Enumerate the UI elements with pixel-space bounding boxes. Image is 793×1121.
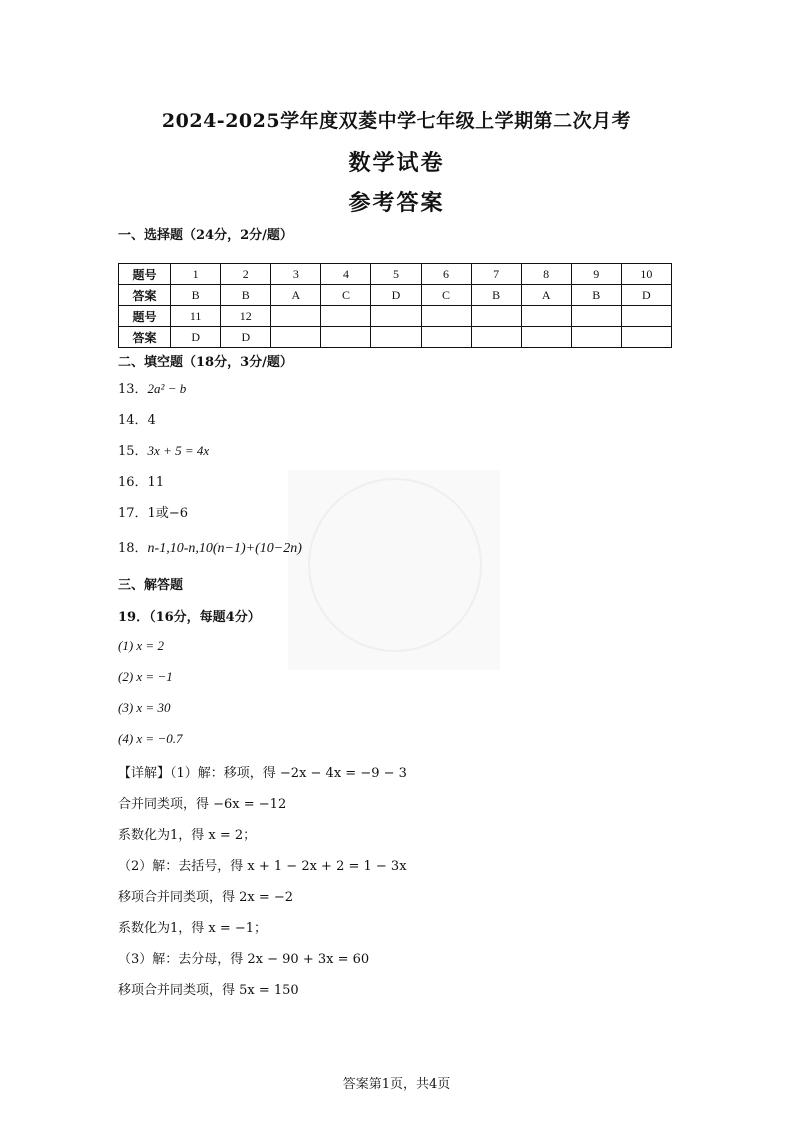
table-cell: D [221, 327, 271, 348]
answer-19-2: (2) x = −1 [118, 669, 173, 684]
answer-expression: n-1,10-n,10(n−1)+(10−2n) [147, 541, 302, 556]
row-label: 答案 [119, 327, 171, 348]
item-number: 13． [118, 382, 148, 397]
answer-19-1: (1) x = 2 [118, 638, 164, 653]
item-number: 15． [118, 444, 148, 459]
table-cell [471, 306, 521, 327]
answer-expression: 3x + 5 = 4x [147, 443, 210, 458]
page-footer: 答案第1页，共4页 [342, 1077, 451, 1092]
section2-heading: 二、填空题（18分，3分/题） [118, 355, 293, 370]
table-row [119, 285, 672, 306]
table-cell: B [571, 285, 621, 306]
subject-title: 数学试卷 [348, 150, 445, 176]
table-cell [371, 306, 421, 327]
table-cell: B [471, 285, 521, 306]
table-cell: 10 [621, 264, 671, 285]
item-number: 18． [118, 541, 148, 556]
detail-line: 移项合并同类项，得 2x = −2 [118, 890, 294, 905]
table-cell: 9 [571, 264, 621, 285]
answer-13 [118, 378, 186, 397]
detail-line: 移项合并同类项，得 5x = 150 [118, 983, 299, 998]
table-cell [321, 327, 371, 348]
answer-table [118, 263, 672, 348]
detail-line: 系数化为1，得 x = 2； [118, 828, 257, 843]
table-cell: B [171, 285, 221, 306]
detail-line: （3）解：去分母，得 2x − 90 + 3x = 60 [118, 952, 370, 967]
table-cell [571, 327, 621, 348]
table-cell [621, 327, 671, 348]
table-cell: A [521, 285, 571, 306]
section3-heading: 三、解答题 [118, 578, 184, 593]
detail-line: （2）解：去括号，得 x + 1 − 2x + 2 = 1 − 3x [118, 859, 407, 874]
answer-18 [118, 537, 302, 557]
doc-type-title: 参考答案 [348, 190, 445, 216]
answer-17: 17．1或−6 [118, 506, 188, 521]
table-cell: A [271, 285, 321, 306]
answer-16: 16．11 [118, 475, 165, 490]
table-cell: 8 [521, 264, 571, 285]
table-cell: D [171, 327, 221, 348]
table-row [119, 264, 672, 285]
row-label: 题号 [119, 306, 171, 327]
detail-line: 合并同类项，得 −6x = −12 [118, 797, 287, 812]
table-cell [371, 327, 421, 348]
table-cell: D [371, 285, 421, 306]
table-cell: 1 [171, 264, 221, 285]
answer-15 [118, 440, 209, 459]
table-cell: 12 [221, 306, 271, 327]
answer-19-3: (3) x = 30 [118, 700, 171, 715]
table-cell: 6 [421, 264, 471, 285]
row-label: 题号 [119, 264, 171, 285]
table-cell [621, 306, 671, 327]
table-cell: 5 [371, 264, 421, 285]
table-cell [271, 327, 321, 348]
table-cell: D [621, 285, 671, 306]
exam-title: 2024-2025学年度双菱中学七年级上学期第二次月考 [161, 110, 632, 132]
watermark-seal [308, 478, 482, 652]
table-cell: C [421, 285, 471, 306]
section1-heading: 一、选择题（24分，2分/题） [118, 228, 293, 243]
table-cell [421, 327, 471, 348]
question19-heading: 19．（16分，每题4分） [118, 610, 261, 625]
table-cell: 3 [271, 264, 321, 285]
table-cell [521, 306, 571, 327]
table-cell [421, 306, 471, 327]
table-cell [471, 327, 521, 348]
answer-14: 14．4 [118, 413, 156, 428]
table-cell: 4 [321, 264, 371, 285]
table-cell: 11 [171, 306, 221, 327]
table-cell: C [321, 285, 371, 306]
table-cell: B [221, 285, 271, 306]
detail-line: 【详解】（1）解：移项，得 −2x − 4x = −9 − 3 [118, 766, 407, 781]
table-cell [571, 306, 621, 327]
table-row [119, 306, 672, 327]
table-cell [521, 327, 571, 348]
table-row [119, 327, 672, 348]
row-label: 答案 [119, 285, 171, 306]
table-cell [271, 306, 321, 327]
answer-19-4: (4) x = −0.7 [118, 731, 183, 746]
table-cell: 2 [221, 264, 271, 285]
detail-line: 系数化为1，得 x = −1； [118, 921, 268, 936]
table-cell [321, 306, 371, 327]
answer-expression: 2a² − b [147, 381, 187, 396]
table-cell: 7 [471, 264, 521, 285]
